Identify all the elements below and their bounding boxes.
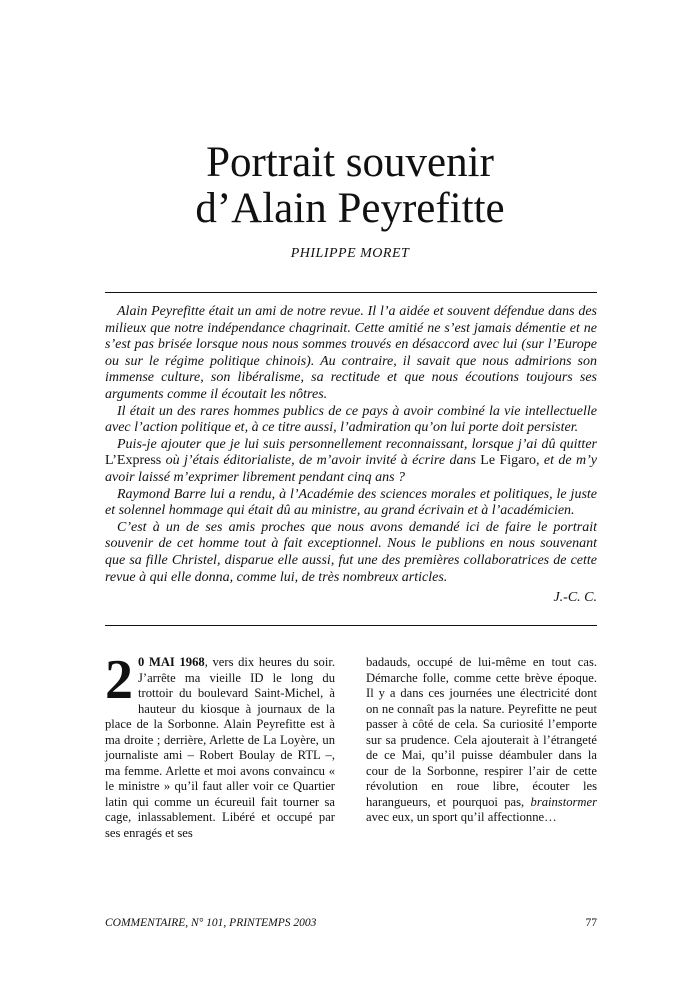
intro-paragraph-3 [105,437,597,487]
drop-cap: 2 [105,649,133,711]
intro-paragraph-4: Raymond Barre lui a rendu, à l’Académie des sciences morales et politiques, le juste et solennel hommage qui était dû au ministre, au grand écrivain et à l’académicien. [105,486,597,519]
body-column-left [105,649,335,841]
editorial-introduction [105,304,597,607]
page-number: 77 [585,917,597,929]
intro-p3-text-a: Puis-je ajouter que je lui suis personnellement reconnaissant, lorsque j’ai dû quitter [117,436,597,452]
body-paragraph-right [366,655,597,826]
intro-paragraph-1: Alain Peyrefitte était un ami de notre revue. Il l’a aidée et souvent défendue dans des milieux que notre indépendance chagrinait. Cette amitié ne s’est jamais démentie et ne s’est pas brisée lorsque nous nous sommes trouvés en désaccord avec lui (sur l’Europe ou sur le régime politique chinois). Au contraire, il savait que nous admirions son immense culture, son libéralisme, sa rectitude et que nous écoutions toujours ses arguments comme il écoutait les nôtres. [105,304,597,402]
body-right-text-a: badauds, occupé de lui-même en tout cas. Démarche folle, comme cette brève époque. Il y a dans ces journées une électricité dont on ne connaît pas la nature. Peyrefitte ne peut passer à côté de cela. Sa curiosité l’emporte sur sa prudence. Cela ajouterait à l’étrangeté de ce Mai, qu’il puisse déambuler dans la cour de la Sorbonne, respirer l’air de cette révolution en roue libre, écouter les harangueurs, et pourquoi pas, [366,655,597,809]
page-footer [105,917,597,929]
author-name: PHILIPPE MORET [290,246,410,261]
bottom-divider [105,625,597,626]
intro-signature: J.-C. C. [553,590,597,606]
journal-reference: COMMENTAIRE, N° 101, PRINTEMPS 2003 [105,917,317,929]
title-line-1: Portrait souvenir [206,139,494,186]
title-line-2: d’Alain Peyrefitte [195,185,505,232]
body-left-text: , vers dix heures du soir. J’arrête ma vieille ID le long du trottoir du boulevard Saint-Michel, à hauteur du kiosque à journaux de la place de la Sorbonne. Alain Peyrefitte est à ma droite ; derrière, Arlette de La Loyère, un journaliste ami – Robert Boulay de RTL –, ma femme. Arlette et moi avons convaincu « le ministre » qu’il faut aller voir ce Quartier latin qui comme un écureuil fait tourner sa cage, inlassablement. Libéré et occupé par ses enragés et ses [105,655,335,840]
publication-le-figaro: Le Figaro [480,453,537,469]
article-title [0,140,700,232]
intro-paragraph-2: Il était un des rares hommes publics de ce pays à avoir combiné la vie intellectuelle avec l’action politique et, à ce titre aussi, l’admiration qu’on lui porte doit persister. [105,403,597,436]
body-lead-date: 0 MAI 1968 [138,655,205,669]
body-column-right [366,655,597,826]
body-right-emphasis: brainstormer [530,794,597,809]
intro-p3-text-b: où j’étais éditorialiste, de m’avoir invité à écrire dans [161,453,481,469]
top-divider [105,292,597,293]
body-paragraph-left [105,649,335,841]
body-right-text-b: avec eux, un sport qu’il affectionne… [366,810,557,824]
intro-paragraph-5: C’est à un de ses amis proches que nous avons demandé ici de faire le portrait souvenir de cet homme tout à fait exceptionnel. Nous le publions en nous souvenant que sa fille Christel, disparue elle aussi, fut une des premières collaboratrices de cette revue à qui elle donna, comme lui, de très nombreux articles. [105,519,597,585]
intro-p3-text-c: , et de m’y avoir laissé m’exprimer librement pendant cinq ans ? [105,453,597,485]
publication-lexpress: L’Express [105,453,162,469]
